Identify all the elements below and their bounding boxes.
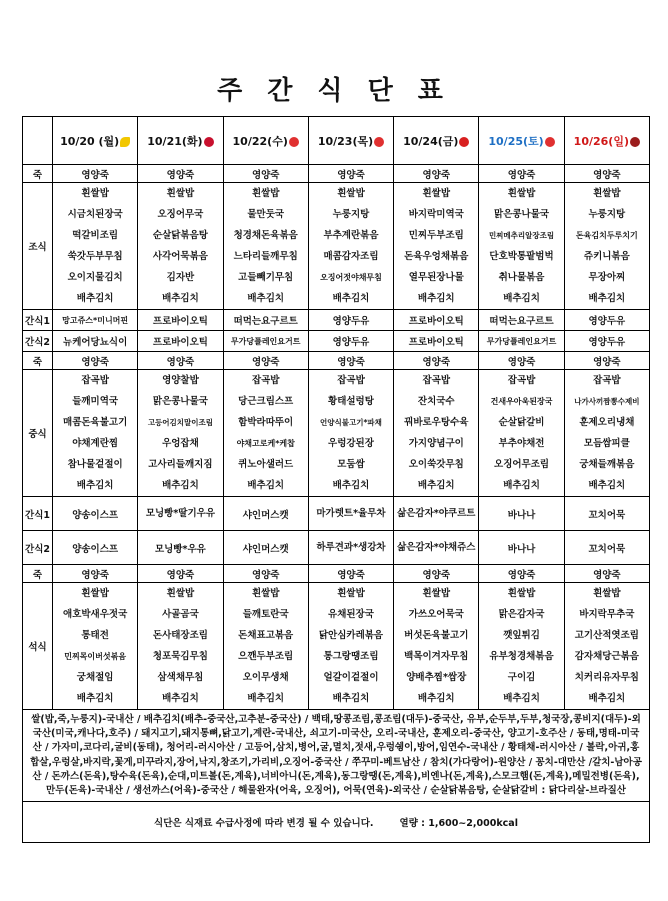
dish-item: 떡갈비조림 bbox=[72, 230, 119, 241]
menu-cell: 샤인머스캣 bbox=[223, 497, 308, 531]
dish-item: 오이지물김치 bbox=[67, 272, 123, 283]
dish-item: 고등어김치말이조림 bbox=[147, 418, 214, 427]
menu-cell: 프로바이오틱 bbox=[138, 331, 223, 352]
notice-text: 식단은 식재료 수급사정에 따라 변경 될 수 있습니다. bbox=[154, 818, 374, 830]
dinner-row bbox=[23, 583, 650, 710]
dish-item: 얼갈이겉절이 bbox=[323, 672, 379, 683]
dish-item: 유채된장국 bbox=[328, 609, 374, 620]
dish-item: 통태전 bbox=[81, 630, 109, 641]
dish-item: 청경채돈육볶음 bbox=[233, 230, 298, 241]
porridge-row bbox=[23, 352, 650, 370]
meal-cell bbox=[479, 370, 564, 497]
day-header bbox=[479, 117, 564, 165]
menu-cell: 영양죽 bbox=[308, 165, 393, 183]
dish-item: 구이김 bbox=[507, 672, 536, 683]
dish-item: 가쓰오어묵국 bbox=[408, 609, 464, 620]
dish-item: 양배추찜*쌈장 bbox=[406, 672, 467, 683]
meal-cell bbox=[308, 370, 393, 497]
dish-item: 배추김치 bbox=[247, 480, 285, 491]
porridge-row bbox=[23, 165, 650, 183]
menu-cell: 프로바이오틱 bbox=[394, 310, 479, 331]
menu-cell: 바나나 bbox=[479, 497, 564, 531]
menu-cell: 영양죽 bbox=[479, 352, 564, 370]
day-header bbox=[223, 117, 308, 165]
dish-item: 우엉잡채 bbox=[162, 438, 199, 449]
menu-cell: 양송이스프 bbox=[53, 497, 138, 531]
dish-item: 함박라따뚜이 bbox=[238, 417, 294, 428]
dish-item: 유부청경채볶음 bbox=[489, 651, 554, 662]
dish-item: 배추김치 bbox=[76, 693, 114, 704]
menu-cell: 삶은감자*야쿠르트 bbox=[394, 497, 479, 531]
dish-item: 오이무생채 bbox=[242, 672, 289, 683]
dish-item: 시금치된장국 bbox=[67, 209, 123, 220]
menu-cell: 바나나 bbox=[479, 531, 564, 565]
dish-item: 고기산적엿조림 bbox=[574, 630, 639, 641]
day-date: 10/25(토) bbox=[488, 134, 544, 148]
dish-item: 민찌두부조림 bbox=[408, 230, 464, 241]
notice-row bbox=[23, 802, 650, 843]
strawberry-icon bbox=[545, 137, 555, 147]
dish-item: 우렁강된장 bbox=[328, 438, 374, 449]
dish-item: 잔치국수 bbox=[417, 396, 455, 407]
menu-cell: 망고쥬스*미니머핀 bbox=[53, 310, 138, 331]
dish-item: 들깨미역국 bbox=[72, 396, 119, 407]
dish-item: 잡곡밥 bbox=[593, 375, 621, 386]
dish-item: 흰쌀밥 bbox=[593, 588, 621, 599]
dish-item: 흰쌀밥 bbox=[507, 188, 536, 199]
dish-item: 삼색채무침 bbox=[157, 672, 204, 683]
dish-item: 궁채절임 bbox=[76, 672, 114, 683]
weekly-menu-table bbox=[22, 116, 650, 843]
dish-item: 흰쌀밥 bbox=[337, 188, 365, 199]
day-date: 10/24(금) bbox=[403, 134, 459, 148]
dish-item: 누룽지탕 bbox=[332, 209, 370, 220]
dish-item: 모듬쌈피클 bbox=[583, 438, 630, 449]
menu-cell: 꼬치어묵 bbox=[564, 531, 649, 565]
dish-item: 바지락미역국 bbox=[408, 209, 464, 220]
dish-item: 배추김치 bbox=[162, 293, 199, 304]
breakfast-row bbox=[23, 183, 650, 310]
dish-item: 사각어묵볶음 bbox=[152, 251, 208, 262]
snack-am2-row bbox=[23, 331, 650, 352]
dish-item: 배추김치 bbox=[332, 693, 370, 704]
menu-cell: 삶은감자*야채쥬스 bbox=[394, 531, 479, 565]
row-label: 죽 bbox=[23, 352, 53, 370]
menu-cell: 영양죽 bbox=[564, 352, 649, 370]
dish-item: 백목이겨자무침 bbox=[404, 651, 469, 662]
dish-item: 맑은콩나물국 bbox=[152, 396, 208, 407]
dish-item: 오징어무국 bbox=[157, 209, 204, 220]
dish-item: 오이쑥갓무침 bbox=[408, 459, 464, 470]
meal-cell bbox=[308, 583, 393, 710]
dish-item: 김자반 bbox=[166, 272, 195, 283]
menu-cell: 뉴케어당뇨식이 bbox=[53, 331, 138, 352]
dish-item: 순살닭갈비 bbox=[498, 417, 545, 428]
dish-item: 흰쌀밥 bbox=[507, 588, 536, 599]
dish-item: 배추김치 bbox=[588, 293, 626, 304]
dish-item: 배추김치 bbox=[417, 693, 455, 704]
dish-item: 배추김치 bbox=[76, 480, 114, 491]
menu-cell: 영양죽 bbox=[394, 565, 479, 583]
snack-pm1-row bbox=[23, 497, 650, 531]
dish-item: 흰쌀밥 bbox=[337, 588, 365, 599]
dish-item: 잡곡밥 bbox=[507, 375, 536, 386]
day-header bbox=[564, 117, 649, 165]
dish-item: 열무된장나물 bbox=[408, 272, 464, 283]
dish-item: 돈사태장조림 bbox=[152, 630, 208, 641]
dish-item: 오징어무조림 bbox=[494, 459, 550, 470]
dish-item: 치커리유자무침 bbox=[574, 672, 639, 683]
day-header bbox=[308, 117, 393, 165]
meal-cell bbox=[564, 583, 649, 710]
dish-item: 맑은감자국 bbox=[498, 609, 545, 620]
dish-item: 누룽지탕 bbox=[588, 209, 626, 220]
dish-item: 감자채당근볶음 bbox=[574, 651, 639, 662]
dish-item: 바지락무추국 bbox=[579, 609, 635, 620]
dish-item: 들깨토란국 bbox=[242, 609, 289, 620]
dish-item: 참나물겉절이 bbox=[67, 459, 123, 470]
dish-item: 배추김치 bbox=[247, 693, 285, 704]
dish-item: 물만둣국 bbox=[247, 209, 285, 220]
dish-item: 언양식불고기*파채 bbox=[320, 418, 382, 427]
lunch-row bbox=[23, 370, 650, 497]
dish-item: 배추김치 bbox=[417, 293, 455, 304]
cherry-icon bbox=[204, 137, 214, 147]
row-label: 죽 bbox=[23, 565, 53, 583]
strawberry-icon bbox=[289, 137, 299, 147]
meal-cell bbox=[53, 183, 138, 310]
menu-cell: 샤인머스캣 bbox=[223, 531, 308, 565]
menu-cell: 영양죽 bbox=[479, 565, 564, 583]
menu-cell: 영양죽 bbox=[138, 352, 223, 370]
menu-cell: 영양죽 bbox=[308, 565, 393, 583]
dish-item: 당근크림스프 bbox=[238, 396, 294, 407]
dish-item: 흰쌀밥 bbox=[422, 588, 451, 599]
meal-cell bbox=[138, 583, 223, 710]
day-header bbox=[53, 117, 138, 165]
menu-cell: 영양죽 bbox=[223, 565, 308, 583]
dish-item: 황태설렁탕 bbox=[328, 396, 374, 407]
menu-cell: 프로바이오틱 bbox=[138, 310, 223, 331]
strawberry-icon bbox=[374, 137, 384, 147]
menu-cell: 영양죽 bbox=[53, 565, 138, 583]
dish-item: 배추김치 bbox=[332, 480, 370, 491]
menu-cell: 떠먹는요구르트 bbox=[223, 310, 308, 331]
meal-cell bbox=[394, 183, 479, 310]
dish-item: 느타리들깨무침 bbox=[233, 251, 298, 262]
menu-cell: 영양두유 bbox=[564, 331, 649, 352]
meal-cell bbox=[394, 370, 479, 497]
menu-cell: 프로바이오틱 bbox=[394, 331, 479, 352]
dish-item: 배추김치 bbox=[417, 480, 455, 491]
dish-item: 으깬두부조림 bbox=[238, 651, 294, 662]
menu-cell: 영양두유 bbox=[308, 310, 393, 331]
dish-item: 버섯돈육불고기 bbox=[404, 630, 469, 641]
dish-item: 돈육우엉채볶음 bbox=[404, 251, 469, 262]
dish-item: 매콤감자조림 bbox=[323, 251, 379, 262]
dish-item: 영양찰밥 bbox=[162, 375, 199, 386]
day-header bbox=[138, 117, 223, 165]
meal-cell bbox=[138, 183, 223, 310]
menu-cell: 영양죽 bbox=[564, 565, 649, 583]
porridge-row bbox=[23, 565, 650, 583]
dish-item: 부추계란볶음 bbox=[323, 230, 379, 241]
dish-item: 배추김치 bbox=[503, 480, 540, 491]
dish-item: 오징어젓야채무침 bbox=[320, 273, 382, 282]
dish-item: 배추김치 bbox=[503, 293, 540, 304]
dish-item: 맑은콩나물국 bbox=[494, 209, 550, 220]
banana-icon bbox=[120, 137, 130, 147]
menu-cell: 영양죽 bbox=[138, 165, 223, 183]
dish-item: 청포묵김무침 bbox=[152, 651, 208, 662]
apple-icon bbox=[459, 137, 469, 147]
dish-item: 애호박새우젓국 bbox=[63, 609, 128, 620]
menu-cell: 영양죽 bbox=[53, 165, 138, 183]
dish-item: 배추김치 bbox=[162, 480, 199, 491]
dish-item: 배추김치 bbox=[332, 293, 370, 304]
dish-item: 닭안심카레볶음 bbox=[318, 630, 384, 641]
menu-cell: 영양죽 bbox=[394, 165, 479, 183]
dish-item: 통그랑땡조림 bbox=[323, 651, 379, 662]
dish-item: 배추김치 bbox=[247, 293, 285, 304]
meal-cell bbox=[564, 370, 649, 497]
menu-cell: 모닝빵*우유 bbox=[138, 531, 223, 565]
dish-item: 흰쌀밥 bbox=[166, 188, 195, 199]
menu-cell: 떠먹는요구르트 bbox=[479, 310, 564, 331]
dish-item: 고들빼기무침 bbox=[238, 272, 294, 283]
dish-item: 부추야채전 bbox=[498, 438, 545, 449]
dish-item: 가지양념구이 bbox=[408, 438, 464, 449]
day-header bbox=[394, 117, 479, 165]
menu-cell: 마가렛트*율무차 bbox=[308, 497, 393, 531]
menu-cell: 영양두유 bbox=[308, 331, 393, 352]
dish-item: 흰쌀밥 bbox=[166, 588, 195, 599]
row-label: 간식1 bbox=[23, 497, 53, 531]
dish-item: 고사리들깨지짐 bbox=[148, 459, 213, 470]
day-date: 10/22(수) bbox=[232, 134, 288, 148]
row-label: 간식1 bbox=[23, 310, 53, 331]
menu-cell: 영양죽 bbox=[53, 352, 138, 370]
dish-item: 배추김치 bbox=[76, 293, 114, 304]
dish-item: 단호박통팥범벅 bbox=[489, 251, 554, 262]
corner-cell bbox=[23, 117, 53, 165]
row-label: 죽 bbox=[23, 165, 53, 183]
menu-cell: 양송이스프 bbox=[53, 531, 138, 565]
menu-cell: 무가당플레인요거트 bbox=[223, 331, 308, 352]
menu-cell: 꼬치어묵 bbox=[564, 497, 649, 531]
dish-item: 잡곡밥 bbox=[337, 375, 365, 386]
dish-item: 흰쌀밥 bbox=[81, 188, 109, 199]
dish-item: 야채계란찜 bbox=[72, 438, 119, 449]
dish-item: 쑥갓두부무침 bbox=[67, 251, 123, 262]
snack-am1-row bbox=[23, 310, 650, 331]
dish-item: 잡곡밥 bbox=[422, 375, 451, 386]
meal-cell bbox=[479, 183, 564, 310]
dish-item: 꿔바로우탕수육 bbox=[404, 417, 469, 428]
meal-cell bbox=[53, 583, 138, 710]
dish-item: 야채고로케*케찹 bbox=[236, 439, 295, 448]
notice-cell bbox=[23, 802, 650, 843]
row-label: 간식2 bbox=[23, 531, 53, 565]
menu-cell: 영양죽 bbox=[479, 165, 564, 183]
dish-item: 잡곡밥 bbox=[251, 375, 280, 386]
menu-cell: 영양죽 bbox=[564, 165, 649, 183]
dish-item: 배추김치 bbox=[503, 693, 540, 704]
dish-item: 배추김치 bbox=[588, 693, 626, 704]
origin-row bbox=[23, 710, 650, 802]
day-date: 10/23(목) bbox=[317, 134, 374, 148]
dish-item: 흰쌀밥 bbox=[593, 188, 621, 199]
menu-cell: 영양죽 bbox=[138, 565, 223, 583]
dish-item: 취나물볶음 bbox=[498, 272, 545, 283]
row-label: 석식 bbox=[23, 583, 53, 710]
dish-item: 민찌목이버섯볶음 bbox=[64, 652, 127, 661]
dish-item: 무장아찌 bbox=[588, 272, 626, 283]
dish-item: 흰쌀밥 bbox=[81, 588, 109, 599]
meal-cell bbox=[53, 370, 138, 497]
meal-cell bbox=[394, 583, 479, 710]
dish-item: 나가사끼짬뽕수제비 bbox=[574, 397, 640, 406]
page-title: 주 간 식 단 표 bbox=[217, 76, 451, 106]
meal-cell bbox=[479, 583, 564, 710]
dish-item: 사골곰국 bbox=[162, 609, 199, 620]
meal-cell bbox=[223, 370, 308, 497]
dish-item: 흰쌀밥 bbox=[251, 588, 280, 599]
dish-item: 훈제오리냉채 bbox=[579, 417, 635, 428]
meal-cell bbox=[564, 183, 649, 310]
menu-cell: 영양죽 bbox=[223, 165, 308, 183]
dish-item: 돈채표고볶음 bbox=[238, 630, 294, 641]
origin-info: 쌀(밥,죽,누룽지)-국내산 / 배추김치(배추-중국산,고추분-중국산) / 백태,땅콩조림,콩조림(대두)-중국산, 유부,순두부,두부,청국장,콩비지(대두)-외국산(미국,캐나다,호주) / 돼지고기,돼지통뼈,닭고기,계란-국내산, 쇠고기-미국산, 오리-국내산, 훈제오리-중국산, 양고기-호주산 / 동태,명태-미국산 / 가자미,코다리,굴비(동태), 청어리-러시아산 / 고등어,삼치,병어,굴,멸치,젓새,우렁쉥이,방어,임연수-국내산 / 황태채-러시아산 / 볼락,아귀,홍합살,우렁살,바지락,꽃게,미꾸라지,장어,낙지,창조기,가리비,오징어-중국산 / 쭈꾸미-베트남산 / 참치(가다랑어)-원양산 / 꽁치-대만산 /갈치-남아공산 / 돈까스(돈육),탕수육(돈육),순대,미트볼(돈,계육),너비아니(돈,계육),동그랑땡(돈,계육),비엔나(돈,계육),스모크햄(돈,계육),메밀전병(돈육),만두(돈육)-국내산 / 생선까스(어육)-중국산 / 해물완자(어육, 오징어), 어묵(연육)-외국산 / 순살닭볶음탕, 순살닭갈비 : 닭다리살-브라질산 bbox=[23, 710, 650, 802]
meal-cell bbox=[308, 183, 393, 310]
menu-cell: 영양죽 bbox=[223, 352, 308, 370]
row-label: 중식 bbox=[23, 370, 53, 497]
menu-cell: 무가당플레인요거트 bbox=[479, 331, 564, 352]
menu-cell: 영양죽 bbox=[394, 352, 479, 370]
menu-cell: 하루견과*생강차 bbox=[308, 531, 393, 565]
menu-cell: 영양두유 bbox=[564, 310, 649, 331]
day-date: 10/21(화) bbox=[147, 134, 203, 148]
dish-item: 순살닭볶음탕 bbox=[152, 230, 208, 241]
row-label: 간식2 bbox=[23, 331, 53, 352]
dish-item: 흰쌀밥 bbox=[251, 188, 280, 199]
row-label: 조식 bbox=[23, 183, 53, 310]
day-date: 10/26(일) bbox=[573, 134, 629, 148]
menu-cell: 영양죽 bbox=[308, 352, 393, 370]
menu-cell: 모닝빵*딸기우유 bbox=[138, 497, 223, 531]
dish-item: 궁채들깨볶음 bbox=[579, 459, 635, 470]
dish-item: 모둠쌈 bbox=[337, 459, 365, 470]
dish-item: 배추김치 bbox=[588, 480, 626, 491]
dish-item: 매콤돈육불고기 bbox=[63, 417, 128, 428]
meal-cell bbox=[138, 370, 223, 497]
dish-item: 퀴노아샐러드 bbox=[238, 459, 294, 470]
snack-pm2-row bbox=[23, 531, 650, 565]
dish-item: 돈육김치두루치기 bbox=[575, 231, 638, 240]
meal-cell bbox=[223, 583, 308, 710]
berry-pile-icon bbox=[630, 137, 640, 147]
calories-text: 열량 : 1,600~2,000kcal bbox=[399, 818, 518, 830]
dish-item: 건새우아욱된장국 bbox=[490, 397, 553, 406]
header-row bbox=[23, 117, 650, 165]
day-date: 10/20 (월) bbox=[60, 134, 120, 148]
dish-item: 쥬키니볶음 bbox=[583, 251, 630, 262]
dish-item: 배추김치 bbox=[162, 693, 199, 704]
dish-item: 깻잎튀김 bbox=[503, 630, 540, 641]
dish-item: 흰쌀밥 bbox=[422, 188, 451, 199]
dish-item: 민찌메추리알장조림 bbox=[488, 231, 555, 240]
meal-cell bbox=[223, 183, 308, 310]
dish-item: 잡곡밥 bbox=[81, 375, 109, 386]
